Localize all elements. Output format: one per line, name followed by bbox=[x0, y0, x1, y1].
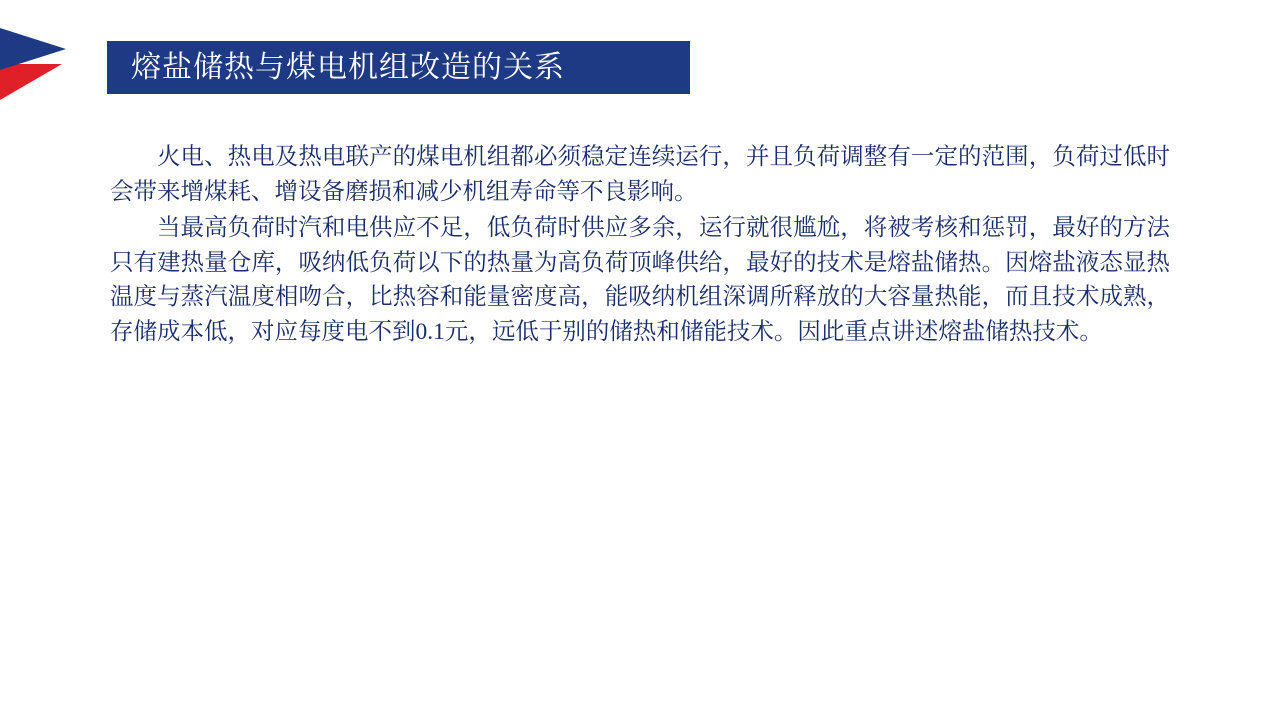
slide-body bbox=[110, 140, 1170, 351]
corner-arrow-icon bbox=[0, 28, 96, 100]
slide-title-bar bbox=[107, 41, 690, 94]
body-paragraph-2: 当最高负荷时汽和电供应不足，低负荷时供应多余，运行就很尴尬，将被考核和惩罚，最好的方法只有建热量仓库，吸纳低负荷以下的热量为高负荷顶峰供给，最好的技术是熔盐储热。因熔盐液态显热温度与蒸汽温度相吻合，比热容和能量密度高，能吸纳机组深调所释放的大容量热能，而且技术成熟，存储成本低，对应每度电不到0.1元，远低于别的储热和储能技术。因此重点讲述熔盐储热技术。 bbox=[110, 215, 1170, 345]
page-title: 熔盐储热与煤电机组改造的关系 bbox=[131, 50, 565, 84]
corner-decoration bbox=[0, 28, 96, 100]
body-paragraph-1: 火电、热电及热电联产的煤电机组都必须稳定连续运行，并且负荷调整有一定的范围，负荷过低时会带来增煤耗、增设备磨损和减少机组寿命等不良影响。 bbox=[110, 144, 1170, 205]
